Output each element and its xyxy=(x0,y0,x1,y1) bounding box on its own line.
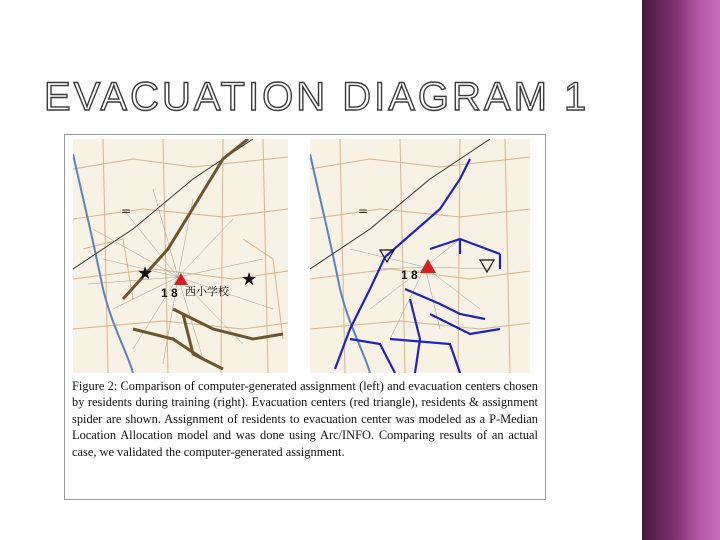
point-label: 1 8 xyxy=(401,268,418,282)
star-marker-1: ★ xyxy=(137,263,154,284)
main-roads xyxy=(123,139,283,369)
figure-panel xyxy=(64,134,546,500)
slide-title xyxy=(44,74,604,118)
svg-text:EVACUATION DIAGRAM 1: EVACUATION DIAGRAM 1 xyxy=(44,75,590,118)
chosen-routes xyxy=(335,159,500,373)
star-marker-2: ★ xyxy=(241,269,258,290)
evacuation-center-marker xyxy=(420,259,436,273)
rail-crossing-mark: = xyxy=(121,204,132,218)
right-map xyxy=(310,139,530,373)
point-label: 1 8 xyxy=(161,286,178,300)
school-label: 西小学校 xyxy=(185,285,229,298)
decorative-sidebar xyxy=(642,0,720,540)
left-map xyxy=(73,139,288,373)
open-triangle-marker-2 xyxy=(480,260,494,272)
figure-caption: Figure 2: Comparison of computer-generated assignment (left) and evacuation centers chosen by residents during training (right). Evacuation centers (red triangle), residents & assignment spider are shown. Assignment of residents to evacuation center was modeled as a P-Median Location Allocation model and was done using Arc/INFO. Comparing results of an actual case, we validated the computer-generated assignment. xyxy=(72,379,538,459)
rail-crossing-mark: = xyxy=(358,204,369,218)
